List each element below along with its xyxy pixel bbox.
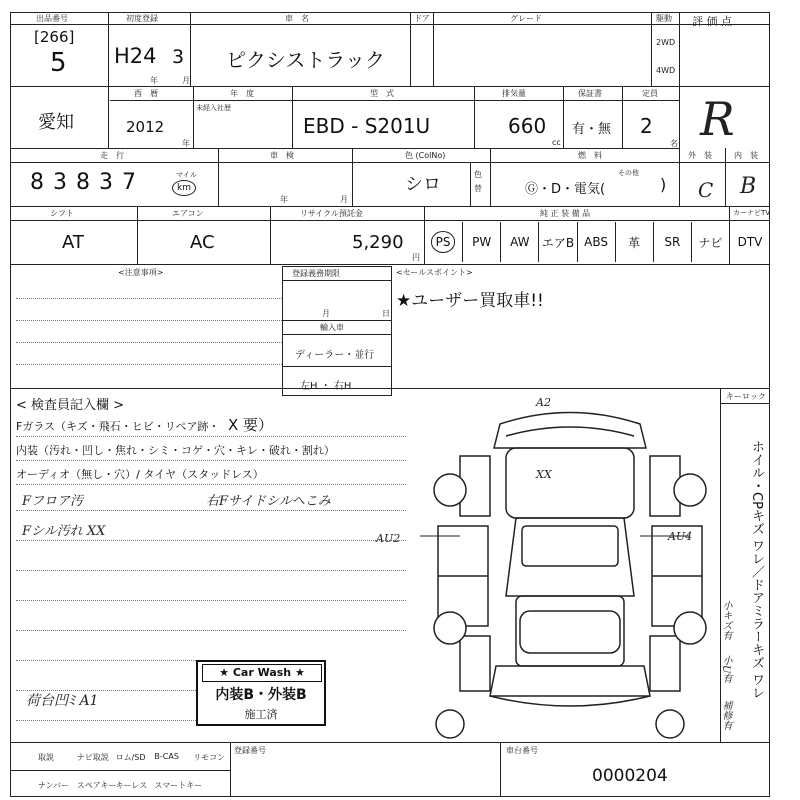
grade-label: グレード: [510, 14, 542, 23]
color-label: 色 (ColNo): [405, 151, 446, 160]
col-divider: [470, 163, 471, 206]
handwriting-4: 荷台凹ﾐ A1: [26, 693, 99, 709]
box-line: [282, 280, 392, 281]
interior-label: 内 装: [734, 151, 758, 160]
aircon-label: エアコン: [172, 209, 204, 218]
dotted-line: [16, 342, 282, 343]
dotted-line: [16, 364, 282, 365]
shift-label: シフト: [50, 209, 74, 218]
reg-period-label: 登録義務期限: [292, 269, 340, 278]
footer-item: スマートキー: [154, 781, 203, 790]
sales-point: ★ユーザー買取車!!: [396, 291, 544, 311]
month-unit: 月: [182, 76, 190, 85]
box-line: [720, 403, 770, 404]
col-divider: [270, 206, 271, 264]
equipment-item: SR: [653, 222, 691, 262]
rear-bumper-outline: [490, 666, 650, 696]
cabin-outline: [506, 518, 634, 596]
row-divider: [10, 148, 680, 149]
drive-2wd: 2WD: [656, 38, 676, 47]
col-divider: [563, 86, 564, 148]
right-rear-fender: [650, 636, 680, 691]
handwriting-1: Fフロア汚: [22, 494, 84, 509]
side-mark-3: 補修有: [720, 700, 731, 730]
dotted-line: [16, 460, 406, 461]
col-divider: [725, 148, 726, 206]
first-reg-month: 3: [172, 46, 185, 68]
carwash-title: ★ Car Wash ★: [202, 664, 322, 682]
fuel-label: 燃 料: [578, 151, 602, 160]
diagram-mark-au2: AU2: [376, 532, 401, 545]
col-divider: [352, 148, 353, 206]
footer-item: B-CAS: [154, 752, 179, 761]
exterior-label: 外 装: [688, 151, 712, 160]
equipment-item: エアB: [538, 222, 576, 262]
caution-label: <注意事項>: [118, 268, 164, 277]
shift: AT: [62, 232, 84, 253]
ps-circle: PS: [431, 231, 456, 253]
footer-item: 取説: [38, 753, 54, 762]
recycle-unit: 円: [412, 253, 420, 262]
left-rear-fender: [460, 636, 490, 691]
col-divider: [108, 86, 109, 148]
diagram-mark-au4: AU4: [668, 530, 693, 543]
wheel-fr: [674, 474, 706, 506]
capacity-label: 定員: [642, 89, 658, 98]
col-divider: [500, 742, 501, 797]
rear-window: [520, 611, 620, 653]
import-label: 輸入車: [320, 323, 344, 332]
key-lock-label: キーロック: [726, 392, 766, 401]
handwriting-3: Fシル汚れ XX: [22, 524, 106, 539]
interior-line: 内装（汚れ・凹し・焦れ・シミ・コゲ・穴・キレ・破れ・割れ）: [16, 444, 335, 457]
spare-wheel-l: [436, 710, 464, 738]
footer-item: ナビ取説: [76, 753, 109, 762]
fuel-options: Ⓖ・D・電気(: [525, 182, 606, 197]
label-row-line: [110, 100, 680, 101]
displacement: 660: [508, 114, 547, 138]
equipment-item: ABS: [577, 222, 615, 262]
box-line: [282, 366, 392, 367]
color: シロ: [405, 174, 441, 195]
equipment-item: 革: [615, 222, 653, 262]
label-row-line: [10, 162, 770, 163]
origin-label: 年 度: [230, 89, 254, 98]
audio-line: オーディオ（無し・穴）/ タイヤ（スタッドレス）: [16, 468, 264, 481]
handle-options: 左H ・ 右H: [300, 381, 352, 392]
col-divider: [474, 86, 475, 148]
recycle-amount: 5,290: [352, 232, 404, 253]
col-divider: [292, 86, 293, 148]
navi-label: カーナビTV: [733, 209, 771, 217]
windshield: [522, 526, 618, 566]
rating-value: R: [700, 92, 735, 146]
mileage-label: 走 行: [100, 151, 124, 160]
carwash-status: 施工済: [244, 708, 278, 721]
cc-unit: cc: [552, 138, 561, 147]
model-year: 2012: [126, 118, 165, 136]
first-reg-label: 初度登録: [126, 14, 158, 23]
footer-item: ナンバー: [38, 781, 70, 790]
dotted-line: [16, 298, 282, 299]
insurance-value: 有・無: [572, 122, 612, 137]
equip-label: 純 正 装 備 品: [540, 209, 591, 218]
capacity-unit: 名: [670, 139, 678, 148]
dotted-line: [16, 570, 406, 571]
shaken-label: 車 検: [270, 151, 294, 160]
dotted-line: [16, 484, 406, 485]
chassis-no: 0000204: [592, 766, 668, 786]
month-unit: 月: [340, 195, 348, 204]
lot-code: [266]: [34, 28, 75, 46]
dotted-line: [16, 660, 196, 661]
row-divider: [10, 742, 770, 743]
hood-line: [506, 427, 634, 436]
side-mark-2: 小U有: [720, 655, 731, 684]
row-divider: [10, 770, 230, 771]
km-badge: km: [172, 180, 196, 196]
exterior-grade: C: [698, 178, 714, 202]
year-unit: 年: [182, 139, 190, 148]
col-divider: [679, 148, 680, 206]
import-options: ディーラー・並行: [295, 350, 375, 361]
equipment-item: AW: [500, 222, 538, 262]
dotted-line: [16, 720, 196, 721]
spare-wheel-r: [656, 710, 684, 738]
glass-mark: X 要）: [228, 416, 274, 434]
chassis-label: 車台番号: [506, 746, 538, 755]
rear-edge: [490, 696, 650, 706]
col-divider: [490, 148, 491, 206]
wheel-rl: [434, 612, 466, 644]
col-divider: [218, 148, 219, 206]
car-name-label: 車 名: [285, 14, 309, 23]
mile-badge: マイル: [176, 171, 197, 179]
col-divider: [679, 86, 680, 148]
year-unit: 年: [150, 76, 158, 85]
handwriting-2: 右Fサイドシルへこみ: [206, 494, 331, 509]
side-mark-1: 小キズ有: [720, 600, 731, 640]
dotted-line: [16, 630, 406, 631]
col-divider: [137, 206, 138, 264]
label-row-line: [10, 24, 770, 25]
footer-item: スペアキー: [76, 781, 117, 790]
model-code: EBD - S201U: [303, 114, 431, 138]
equipment-item: [424, 222, 462, 262]
interior-grade: B: [740, 174, 757, 199]
equipment-item: ナビ: [691, 222, 729, 262]
reg-no-label: 登録番号: [234, 746, 266, 755]
box-line: [282, 334, 392, 335]
side-text: ホイル・CPキズ ワレ／ドアミラーキズ ワレ: [749, 440, 764, 700]
dotted-line: [16, 510, 406, 511]
drive-4wd: 4WD: [656, 66, 676, 75]
color-sub: 色替: [474, 170, 482, 193]
diagram-mark-xx: XX: [536, 468, 552, 481]
equipment-item: PW: [462, 222, 500, 262]
dotted-line: [16, 600, 406, 601]
car-diagram: [420, 396, 720, 742]
col-divider: [193, 86, 194, 148]
row-divider: [10, 86, 770, 87]
lot-number: 5: [50, 48, 67, 78]
wheel-rr: [674, 612, 706, 644]
row-divider: [10, 206, 770, 207]
fuel-other-label: その他: [618, 169, 639, 177]
inspection-title: < 検査員記入欄 >: [16, 398, 125, 413]
equipment-item: DTV: [729, 222, 770, 262]
footer-item: キーレス: [115, 781, 148, 790]
fuel-close: ): [660, 175, 667, 194]
aircon: AC: [190, 232, 215, 253]
capacity: 2: [640, 114, 653, 138]
front-bumper-outline: [494, 413, 646, 449]
model-year-label: 西 暦: [134, 89, 158, 98]
insurance-label: 保証書: [578, 89, 602, 98]
col-divider: [720, 388, 721, 742]
lot-label: 出品番号: [36, 14, 68, 23]
footer-item: ロム/SD: [115, 753, 146, 762]
displacement-label: 排気量: [502, 89, 526, 98]
glass-line: Fガラス（キズ・飛石・ヒビ・リペア跡・: [16, 420, 220, 433]
sales-label: <セールスポイント>: [396, 268, 473, 277]
type-label: 型 式: [370, 89, 394, 98]
footer-item: リモコン: [193, 753, 226, 762]
box-line: [282, 320, 392, 321]
drive-label: 駆動: [656, 14, 672, 23]
col-divider: [622, 86, 623, 148]
wheel-fl: [434, 474, 466, 506]
hood-outline: [506, 448, 634, 518]
dotted-line: [16, 540, 406, 541]
dotted-line: [16, 436, 406, 437]
recycle-label: リサイクル預託金: [300, 209, 363, 218]
door-label: ドア: [414, 14, 430, 23]
year-unit: 年: [280, 195, 288, 204]
car-name: ピクシストラック: [226, 48, 385, 72]
rating-label: 評 価 点: [692, 15, 732, 28]
mileage: 83837: [30, 170, 145, 195]
first-reg-era: H24: [114, 44, 157, 68]
carwash-grades: 内装B・外装B: [215, 687, 307, 703]
label-row-line: [10, 220, 770, 221]
rear-cabin: [516, 596, 624, 666]
diagram-mark-a2: A2: [536, 396, 551, 409]
carwash-stamp: [196, 660, 326, 726]
origin-sub: 未経入社歴: [196, 104, 231, 112]
month-unit: 月: [322, 309, 330, 318]
region: 愛知: [38, 112, 74, 133]
day-unit: 日: [382, 309, 390, 318]
col-divider: [230, 742, 231, 797]
row-divider: [10, 264, 770, 265]
dotted-line: [16, 320, 282, 321]
